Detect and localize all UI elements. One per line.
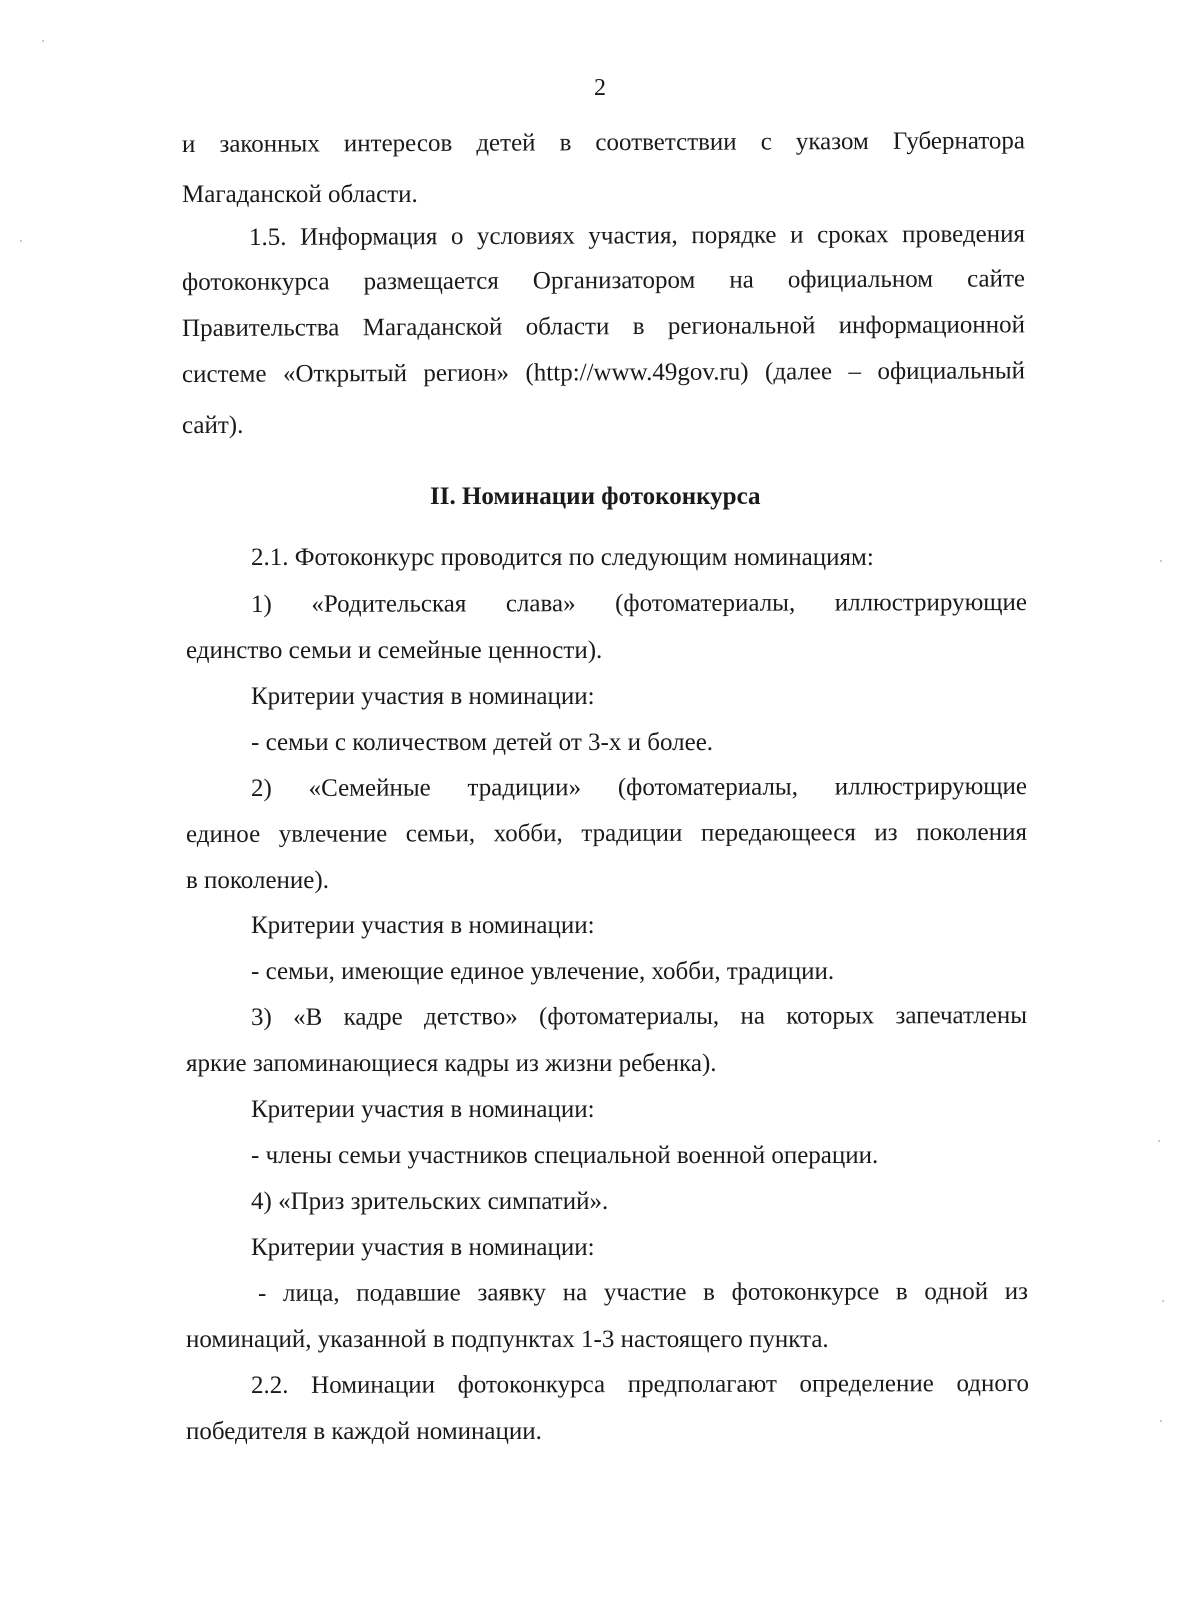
page-number: 2 <box>594 75 606 101</box>
paragraph-line: в поколение). <box>186 867 329 894</box>
paragraph-line: 2.2. Номинации фотоконкурса предполагают определение одного <box>250 1369 1030 1399</box>
paragraph-line: 2.1. Фотоконкурс проводится по следующим номинациям: <box>251 544 874 571</box>
paragraph-line: сайт). <box>182 412 244 439</box>
paragraph-line: единое увлечение семьи, хобби, традиции передающееся из поколения <box>185 818 1028 848</box>
paragraph-line: 2) «Семейные традиции» (фотоматериалы, иллюстрирующие <box>250 772 1028 802</box>
paragraph-line: номинаций, указанной в подпунктах 1-3 настоящего пункта. <box>186 1326 829 1353</box>
criteria-item: - семьи с количеством детей от 3-х и более. <box>251 729 714 756</box>
criteria-item: - члены семьи участников специальной военной операции. <box>251 1142 879 1169</box>
paragraph-line: 3) «В кадре детство» (фотоматериалы, на которых запечатлены <box>250 1001 1028 1031</box>
paragraph-line: Правительства Магаданской области в региональной информационной <box>181 311 1026 342</box>
criteria-label: Критерии участия в номинации: <box>251 912 595 939</box>
paragraph-line: победителя в каждой номинации. <box>186 1418 542 1445</box>
criteria-item: - семьи, имеющие единое увлечение, хобби, традиции. <box>251 958 835 985</box>
scan-speck <box>1158 1140 1160 1142</box>
paragraph-line: системе «Открытый регион» (http://www.49gov.ru) (далее – официальный <box>181 357 1026 388</box>
scan-speck <box>1162 1300 1164 1302</box>
paragraph-line: 1) «Родительская слава» (фотоматериалы, иллюстрирующие <box>250 588 1028 618</box>
paragraph-line: 1.5. Информация о условиях участия, порядке и сроках проведения <box>248 220 1026 251</box>
paragraph-line: единство семьи и семейные ценности). <box>186 637 603 664</box>
criteria-item: - лица, подавшие заявку на участие в фотоконкурсе в одной из <box>257 1277 1029 1307</box>
criteria-label: Критерии участия в номинации: <box>251 683 595 710</box>
scan-speck <box>20 240 22 242</box>
scan-speck <box>1160 560 1162 562</box>
paragraph-line: и законных интересов детей в соответствии с указом Губернатора <box>181 127 1026 158</box>
paragraph-line: яркие запоминающиеся кадры из жизни ребенка). <box>186 1050 717 1077</box>
criteria-label: Критерии участия в номинации: <box>251 1096 595 1123</box>
section-heading: II. Номинации фотоконкурса <box>430 483 761 510</box>
paragraph-line: 4) «Приз зрительских симпатий». <box>251 1188 609 1215</box>
paragraph-line: фотоконкурса размещается Организатором на официальном сайте <box>181 265 1026 296</box>
scan-speck <box>42 40 44 42</box>
paragraph-line: Магаданской области. <box>182 181 418 208</box>
scan-speck <box>1160 1420 1162 1422</box>
criteria-label: Критерии участия в номинации: <box>251 1234 595 1261</box>
